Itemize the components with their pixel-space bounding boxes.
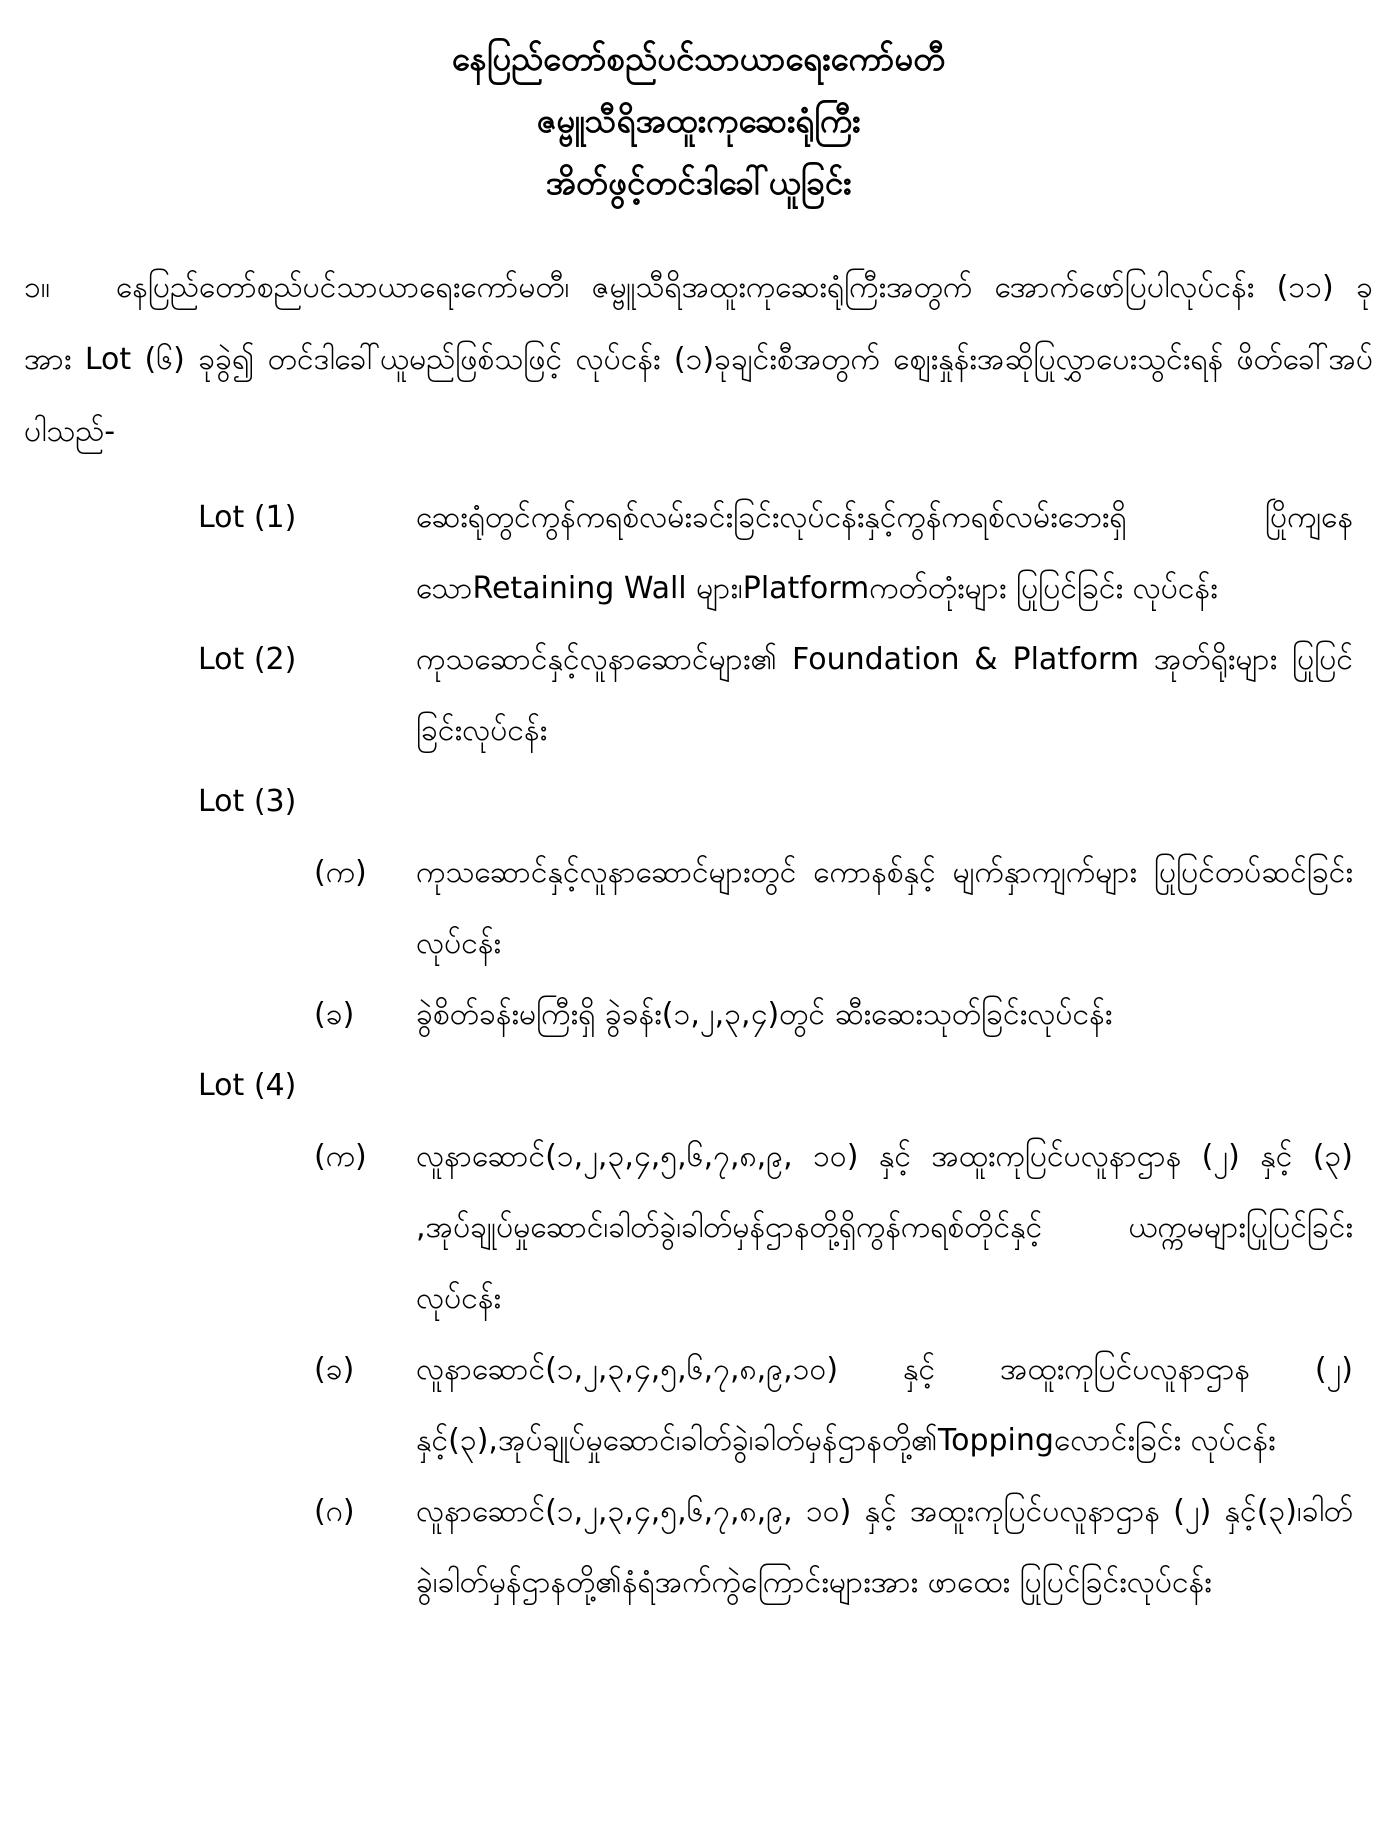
lot-description: ကုသဆောင်နှင့်လူနာဆောင်များ၏ Foundation & Platform အုတ်ရိုးများ ပြုပြင်ခြင်းလုပ်ငန်း — [416, 642, 1353, 748]
sub-item-label: (က) — [314, 1139, 367, 1174]
sub-item-label: (ဂ) — [314, 1494, 355, 1529]
intro-text: နေပြည်တော်စည်ပင်သာယာရေးကော်မတီ၊ ဇမ္ဗူသီရိအထူးကုဆေးရုံကြီးအတွက် အောက်ဖော်ပြပါလုပ်ငန်း (၁၁) ခု အား Lot (၆) ခုခွဲ၍ တင်ဒါခေါ်ယူမည်ဖြစ်သဖြင့် လုပ်ငန်း (၁)ခုချင်းစီအတွက် ဈေးနှုန်းအဆိုပြုလွှာပေးသွင်းရန် ဖိတ်ခေါ်အပ်ပါသည်- — [24, 270, 1373, 449]
lot-label: Lot (2) — [198, 642, 297, 677]
sub-item-description: လူနာဆောင်(၁,၂,၃,၄,၅,၆,၇,၈,၉,၁၀) နှင့် အထူးကုပြင်ပလူနာဌာန (၂) နှင့်(၃),အုပ်ချုပ်မှုဆောင်၊ခါတ်ခွဲ၊ခါတ်မှန်ဌာနတို့၏Toppingလောင်းခြင်း လုပ်ငန်း — [416, 1352, 1353, 1458]
lot-3-sub-item-kha — [314, 979, 1353, 1050]
sub-item-description: ခွဲစိတ်ခန်းမကြီးရှိ ခွဲခန်း(၁,၂,၃,၄)တွင် ဆီးဆေးသုတ်ခြင်းလုပ်ငန်း — [416, 997, 1113, 1032]
document-title — [24, 28, 1373, 214]
title-line-1: နေပြည်တော်စည်ပင်သာယာရေးကော်မတီ — [451, 39, 946, 78]
title-line-3: အိတ်ဖွင့်တင်ဒါခေါ်ယူခြင်း — [545, 163, 852, 202]
sub-item-label: (က) — [314, 855, 367, 890]
lot-description: ဆေးရုံတွင်ကွန်ကရစ်လမ်းခင်းခြင်းလုပ်ငန်းနှင့်ကွန်ကရစ်လမ်းဘေးရှိ ပြိုကျနေသောRetaining Wall များ၊Platformကတ်တုံးများ ပြုပြင်ခြင်း လုပ်ငန်း — [416, 500, 1353, 606]
lot-4-sub-item-kha — [314, 1334, 1353, 1476]
sub-item-description: ကုသဆောင်နှင့်လူနာဆောင်များတွင် ကောနစ်နှင့် မျက်နှာကျက်များ ပြုပြင်တပ်ဆင်ခြင်းလုပ်ငန်း — [416, 855, 1353, 961]
sub-item-label: (ခ) — [314, 1352, 355, 1387]
lot-item-1 — [198, 482, 1353, 624]
lot-3-sub-item-ka — [314, 837, 1353, 979]
lot-label: Lot (4) — [198, 1068, 297, 1103]
title-line-2: ဇမ္ဗူသီရိအထူးကုဆေးရုံကြီး — [536, 101, 861, 140]
sub-item-label: (ခ) — [314, 997, 355, 1032]
intro-paragraph — [24, 252, 1373, 468]
lot-label: Lot (3) — [198, 784, 297, 819]
lot-label: Lot (1) — [198, 500, 297, 535]
paragraph-number: ၁။ — [24, 270, 50, 305]
sub-item-description: လူနာဆောင်(၁,၂,၃,၄,၅,၆,၇,၈,၉, ၁၀) နှင့် အထူးကုပြင်ပလူနာဌာန (၂) နှင့်(၃)၊ခါတ်ခွဲ၊ခါတ်မှန်ဌာနတို့၏နံရံအက်ကွဲကြောင်းများအား ဖာထေး ပြုပြင်ခြင်းလုပ်ငန်း — [416, 1494, 1353, 1600]
lot-4-sub-item-ga — [314, 1476, 1353, 1618]
lot-4-sub-item-ka — [314, 1121, 1353, 1334]
lot-item-2 — [198, 624, 1353, 766]
sub-item-description: လူနာဆောင်(၁,၂,၃,၄,၅,၆,၇,၈,၉, ၁၀) နှင့် အထူးကုပြင်ပလူနာဌာန (၂) နှင့် (၃) ,အုပ်ချုပ်မှုဆောင်၊ခါတ်ခွဲ၊ခါတ်မှန်ဌာနတို့ရှိကွန်ကရစ်တိုင်နှင့် ယက္ကမများပြုပြင်ခြင်းလုပ်ငန်း — [416, 1139, 1353, 1316]
